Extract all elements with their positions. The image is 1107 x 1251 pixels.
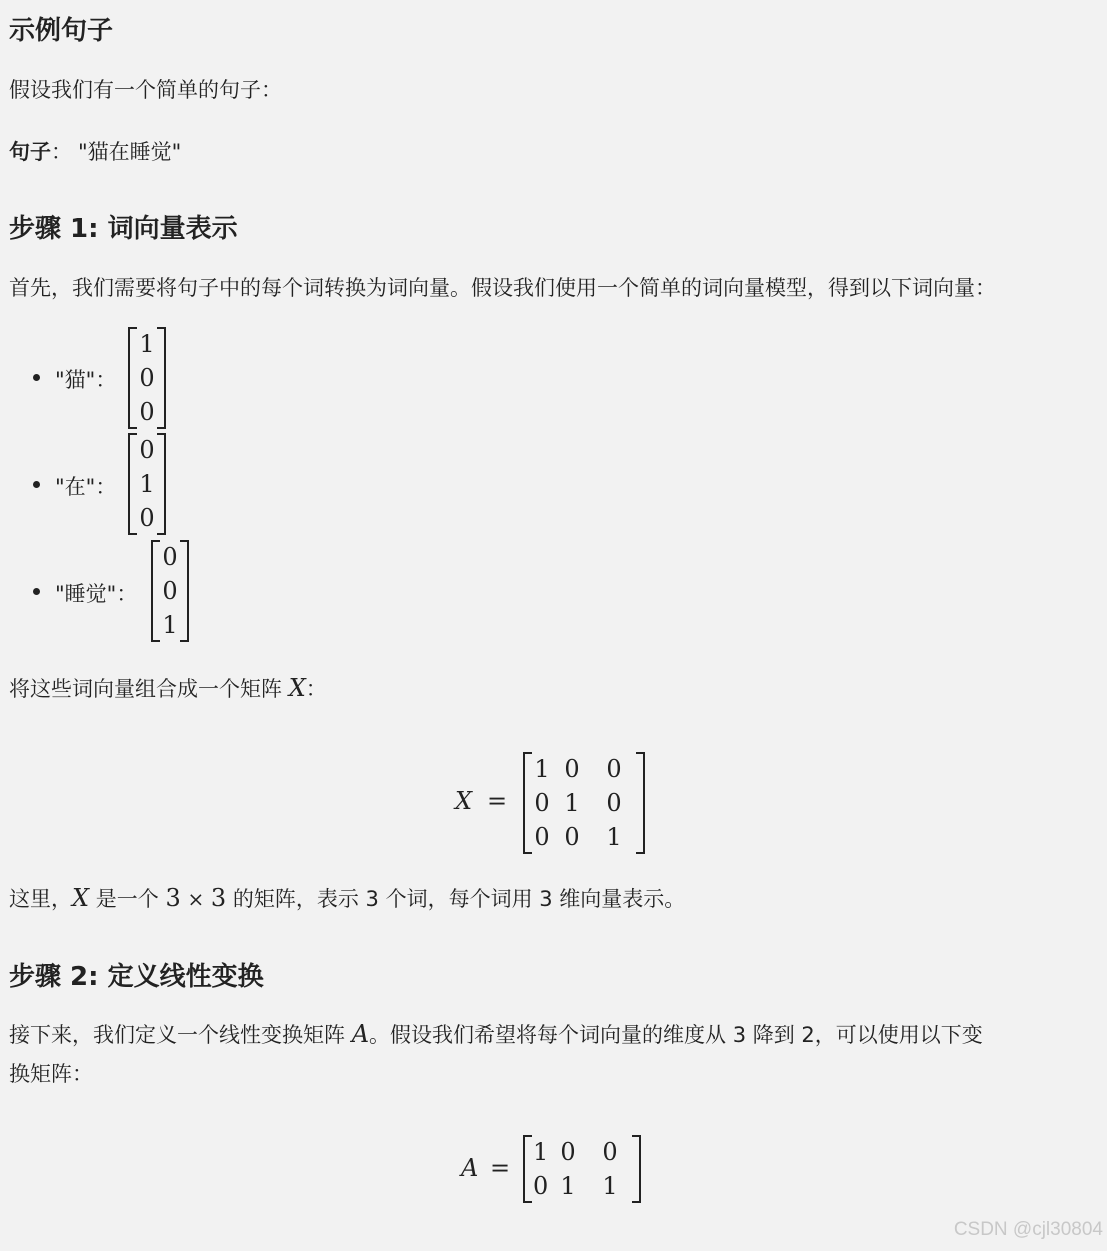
sentence-value: "猫在睡觉" xyxy=(78,140,182,164)
vector-cell: 0 xyxy=(162,577,178,605)
combine-colon: ： xyxy=(305,677,327,701)
vector-cell: 0 xyxy=(139,436,155,464)
explain-var: X xyxy=(72,884,90,912)
vector-word-zai: "在"： xyxy=(55,475,117,499)
combine-text: 将这些词向量组合成一个矩阵 xyxy=(9,677,282,701)
explain-post: 的矩阵，表示 3 个词，每个词用 3 维向量表示。 xyxy=(232,887,686,911)
sentence-colon: ： xyxy=(51,140,72,164)
vector-word-sleep: "睡觉"： xyxy=(55,582,138,606)
step2-text-pre: 接下来，我们定义一个线性变换矩阵 xyxy=(9,1023,345,1047)
combine-var: X xyxy=(288,674,306,702)
matrix-cell: 1 xyxy=(534,755,550,783)
section-heading-example: 示例句子 xyxy=(9,16,114,46)
equals-sign: = xyxy=(487,787,508,815)
intro-paragraph: 假设我们有一个简单的句子： xyxy=(9,78,282,102)
explain-paragraph xyxy=(9,883,685,913)
vector-cell: 0 xyxy=(139,398,155,426)
matrix-a-lhs: A xyxy=(461,1154,479,1182)
vector-cell: 1 xyxy=(162,611,178,639)
explain-pre: 这里， xyxy=(9,887,72,911)
matrix-x xyxy=(533,752,635,854)
explain-dim-a: 3 xyxy=(165,884,181,912)
vector-zai xyxy=(138,433,156,535)
step2-heading: 步骤 2: 定义线性变换 xyxy=(9,962,264,992)
vector-cell: 0 xyxy=(162,543,178,571)
combine-paragraph xyxy=(9,673,327,703)
step2-paragraph-line2: 换矩阵： xyxy=(9,1062,93,1086)
matrix-cell: 0 xyxy=(560,1138,576,1166)
matrix-cell: 0 xyxy=(533,1172,549,1200)
explain-mid: 是一个 xyxy=(95,887,159,911)
vector-cell: 1 xyxy=(139,330,155,358)
matrix-cell: 0 xyxy=(602,1138,618,1166)
vector-cell: 0 xyxy=(139,504,155,532)
matrix-cell: 0 xyxy=(534,789,550,817)
step1-heading: 步骤 1: 词向量表示 xyxy=(9,214,238,244)
step1-paragraph: 首先，我们需要将句子中的每个词转换为词向量。假设我们使用一个简单的词向量模型，得到以下词向量： xyxy=(9,276,996,300)
step2-var: A xyxy=(351,1020,370,1048)
watermark: CSDN @cjl30804 xyxy=(953,1219,1103,1240)
step2-text-post: 。假设我们希望将每个词向量的维度从 3 降到 2，可以使用以下变 xyxy=(369,1023,983,1047)
equals-sign: = xyxy=(490,1154,511,1182)
matrix-cell: 0 xyxy=(606,789,622,817)
explain-dim-b: 3 xyxy=(210,884,227,912)
matrix-cell: 1 xyxy=(560,1172,576,1200)
matrix-x-lhs: X xyxy=(455,787,473,815)
matrix-cell: 1 xyxy=(533,1138,549,1166)
matrix-cell: 0 xyxy=(606,755,622,783)
matrix-cell: 0 xyxy=(564,823,580,851)
sentence-line xyxy=(9,136,181,166)
matrix-cell: 0 xyxy=(564,755,580,783)
bullet-dot xyxy=(33,374,40,381)
matrix-a xyxy=(533,1135,631,1203)
vector-cat xyxy=(138,327,156,429)
vector-cell: 0 xyxy=(139,364,155,392)
vector-word-cat: "猫"： xyxy=(55,368,117,392)
vector-sleep xyxy=(161,540,179,642)
matrix-cell: 1 xyxy=(602,1172,618,1200)
step2-paragraph xyxy=(9,1019,983,1049)
vector-cell: 1 xyxy=(139,470,155,498)
explain-times: × xyxy=(187,887,205,911)
matrix-cell: 0 xyxy=(534,823,550,851)
sentence-label: 句子 xyxy=(9,140,51,164)
bullet-dot xyxy=(33,481,40,488)
bullet-dot xyxy=(33,588,40,595)
matrix-cell: 1 xyxy=(564,789,580,817)
matrix-cell: 1 xyxy=(606,823,622,851)
